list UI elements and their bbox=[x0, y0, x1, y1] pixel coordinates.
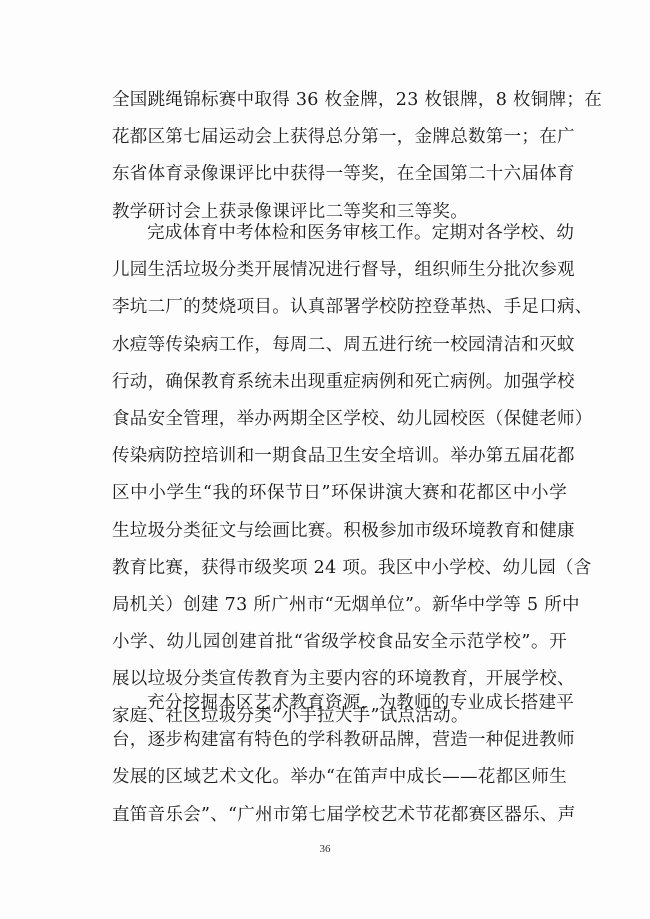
paragraph-arts-education bbox=[112, 685, 576, 834]
paragraph-line: 水痘等传染病工作，每周二、周五进行统一校园清洁和灭蚊 bbox=[112, 334, 575, 355]
paragraph-line: 李坑二厂的焚烧项目。认真部署学校防控登革热、手足口病、 bbox=[112, 297, 593, 318]
paragraph-line: 东省体育录像课评比中获得一等奖，在全国第二十六届体育 bbox=[112, 164, 575, 185]
paragraph-line: 生垃圾分类征文与绘画比赛。积极参加市级环境教育和健康 bbox=[112, 520, 575, 541]
paragraph-line: 直笛音乐会”、“广州市第七届学校艺术节花都赛区器乐、声 bbox=[112, 804, 576, 825]
paragraph-line: 教学研讨会上获录像课评比二等奖和三等奖。 bbox=[112, 201, 468, 222]
paragraph-line: 展以垃圾分类宣传教育为主要内容的环境教育，开展学校、 bbox=[112, 669, 575, 690]
paragraph-health-environment bbox=[112, 215, 593, 736]
page-number: 36 bbox=[319, 843, 331, 855]
paragraph-line: 家庭、社区垃圾分类“小手拉大手”试点活动。 bbox=[112, 706, 469, 727]
paragraph-line: 行动，确保教育系统未出现重症病例和死亡病例。加强学校 bbox=[112, 371, 575, 392]
paragraph-line: 小学、幼儿园创建首批“省级学校食品安全示范学校”。开 bbox=[112, 632, 567, 653]
paragraph-line: 局机关）创建 73 所广州市“无烟单位”。新华中学等 5 所中 bbox=[112, 594, 580, 615]
paragraph-line: 食品安全管理，举办两期全区学校、幼儿园校医（保健老师） bbox=[112, 408, 593, 429]
paragraph-line: 完成体育中考体检和医务审核工作。定期对各学校、幼 bbox=[147, 223, 575, 243]
paragraph-sports-awards bbox=[112, 82, 603, 231]
paragraph-line: 区中小学生“我的环保节日”环保讲演大赛和花都区中小学 bbox=[112, 483, 567, 504]
paragraph-line: 花都区第七届运动会上获得总分第一，金牌总数第一；在广 bbox=[112, 127, 575, 148]
paragraph-line: 充分挖掘本区艺术教育资源，为教师的专业成长搭建平 bbox=[147, 693, 575, 713]
paragraph-line: 教育比赛，获得市级奖项 24 项。我区中小学校、幼儿园（含 bbox=[112, 557, 592, 578]
paragraph-line: 全国跳绳锦标赛中取得 36 枚金牌，23 枚银牌，8 枚铜牌；在 bbox=[112, 90, 603, 110]
paragraph-line: 传染病防控培训和一期食品卫生安全培训。举办第五届花都 bbox=[112, 446, 575, 467]
paragraph-line: 发展的区域艺术文化。举办“在笛声中成长——花都区师生 bbox=[112, 767, 567, 788]
paragraph-line: 儿园生活垃圾分类开展情况进行督导，组织师生分批次参观 bbox=[112, 260, 575, 281]
paragraph-line: 台，逐步构建富有特色的学科教研品牌，营造一种促进教师 bbox=[112, 730, 575, 751]
